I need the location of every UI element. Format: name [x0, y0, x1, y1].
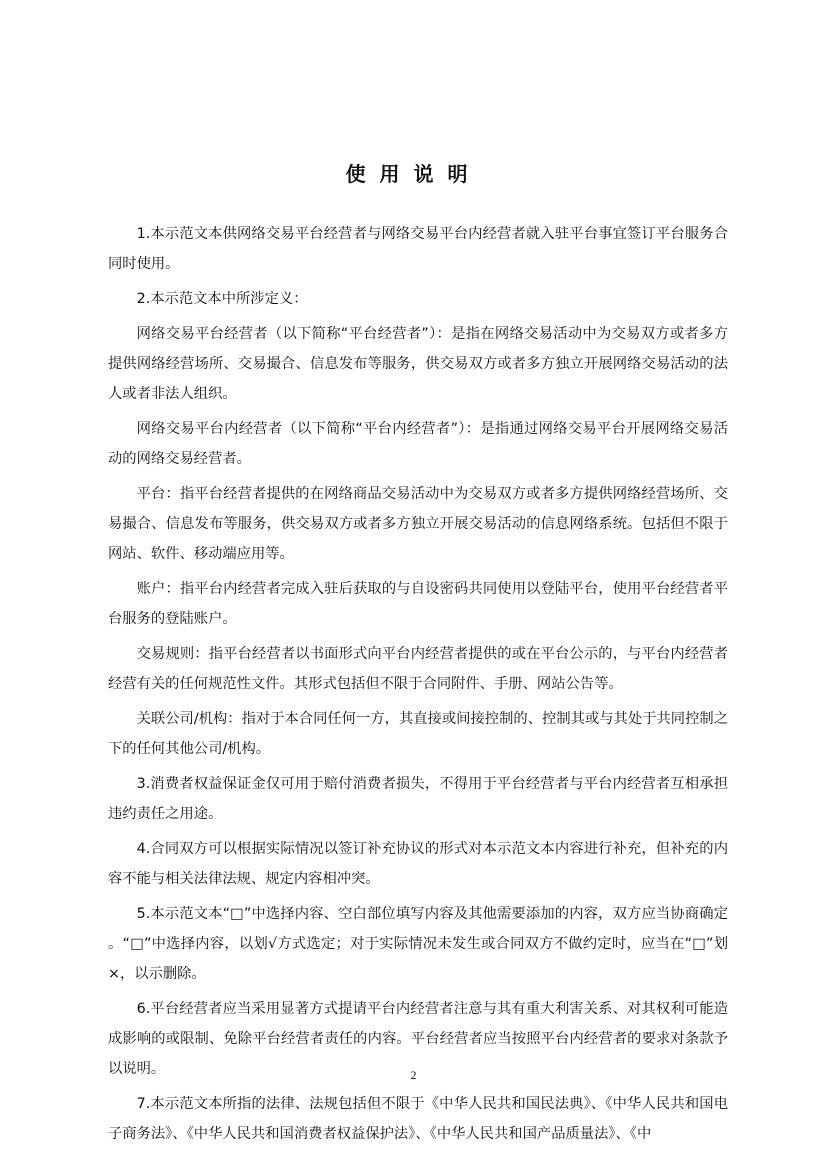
definition-affiliates: 关联公司/机构：指对于本合同任何一方，其直接或间接控制的、控制其或与其处于共同控制之下的任何其他公司/机构。 [108, 711, 728, 757]
definition-trading-rules: 交易规则：指平台经营者以书面形式向平台内经营者提供的或在平台公示的，与平台内经营者经营有关的任何规范性文件。其形式包括但不限于合同附件、手册、网站公告等。 [108, 646, 728, 692]
page-title: 使用说明 [345, 162, 482, 186]
instructions-body [108, 219, 728, 1149]
definition-platform: 平台：指平台经营者提供的在网络商品交易活动中为交易双方或者多方提供网络经营场所、交易撮合、信息发布等服务，供交易双方或者多方独立开展交易活动的信息网络系统。包括但不限于网站、软件、移动端应用等。 [108, 486, 728, 562]
page-number: 2 [410, 1068, 417, 1082]
paragraph-5: 5.本示范文本“□”中选择内容、空白部位填写内容及其他需要添加的内容，双方应当协商确定。“□”中选择内容，以划√方式选定；对于实际情况未发生或合同双方不做约定时，应当在“□”划×，以示删除。 [108, 906, 728, 982]
paragraph-7: 7.本示范文本所指的法律、法规包括但不限于《中华人民共和国民法典》、《中华人民共和国电子商务法》、《中华人民共和国消费者权益保护法》、《中华人民共和国产品质量法》、《中 [108, 1096, 728, 1142]
paragraph-1: 1.本示范文本供网络交易平台经营者与网络交易平台内经营者就入驻平台事宜签订平台服务合同时使用。 [108, 226, 728, 272]
paragraph-6: 6.平台经营者应当采用显著方式提请平台内经营者注意与其有重大利害关系、对其权利可能造成影响的或限制、免除平台经营者责任的内容。平台经营者应当按照平台内经营者的要求对条款予以说明。 [108, 1001, 728, 1077]
paragraph-3: 3.消费者权益保证金仅可用于赔付消费者损失，不得用于平台经营者与平台内经营者互相承担违约责任之用途。 [108, 776, 728, 822]
definition-in-platform-operator: 网络交易平台内经营者（以下简称“平台内经营者”）：是指通过网络交易平台开展网络交易活动的网络交易经营者。 [108, 421, 728, 467]
definition-platform-operator: 网络交易平台经营者（以下简称“平台经营者”）：是指在网络交易活动中为交易双方或者多方提供网络经营场所、交易撮合、信息发布等服务，供交易双方或者多方独立开展网络交易活动的法人或者非法人组织。 [108, 326, 728, 402]
definition-account: 账户：指平台内经营者完成入驻后获取的与自设密码共同使用以登陆平台，使用平台经营者平台服务的登陆账户。 [108, 581, 728, 627]
paragraph-2: 2.本示范文本中所涉定义： [136, 291, 308, 307]
paragraph-4: 4.合同双方可以根据实际情况以签订补充协议的形式对本示范文本内容进行补充，但补充的内容不能与相关法律法规、规定内容相冲突。 [108, 841, 728, 887]
